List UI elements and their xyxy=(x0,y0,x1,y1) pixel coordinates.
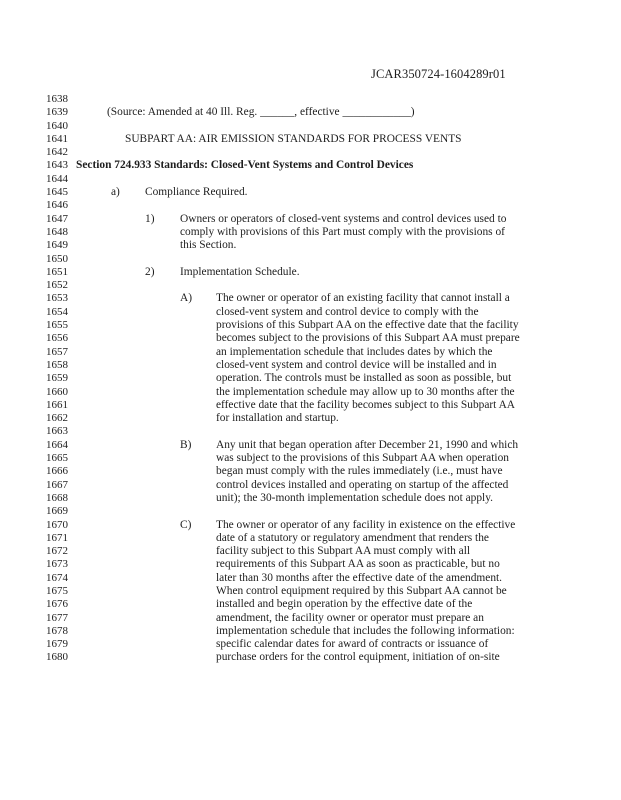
document-line xyxy=(0,399,621,412)
line-number: 1639 xyxy=(46,106,68,119)
document-line xyxy=(0,585,621,598)
document-line xyxy=(0,332,621,345)
document-line xyxy=(0,239,621,252)
line-number: 1654 xyxy=(46,305,68,318)
line-number: 1650 xyxy=(46,252,68,265)
line-number: 1640 xyxy=(46,119,68,132)
line-number: 1648 xyxy=(46,225,68,238)
subparagraph-text: implementation schedule that includes the following information: xyxy=(216,624,515,637)
document-line xyxy=(0,93,621,106)
subparagraph-text: facility subject to this Subpart AA must comply with all xyxy=(216,545,471,558)
subparagraph-text: control devices installed and operating on startup of the affected xyxy=(216,478,509,491)
document-line xyxy=(0,253,621,266)
document-line xyxy=(0,133,621,146)
line-number: 1670 xyxy=(46,518,68,531)
line-number: 1643 xyxy=(46,159,68,172)
line-number: 1674 xyxy=(46,571,68,584)
line-number: 1657 xyxy=(46,345,68,358)
line-number: 1644 xyxy=(46,172,68,185)
line-number: 1647 xyxy=(46,212,68,225)
subparagraph-text: date of a statutory or regulatory amendment that renders the xyxy=(216,531,489,544)
subparagraph-text: closed-vent system and control device to comply with the xyxy=(216,305,479,318)
document-line xyxy=(0,612,621,625)
paragraph-label: 2) xyxy=(145,265,155,278)
paragraph-title: Implementation Schedule. xyxy=(180,265,300,278)
line-number: 1656 xyxy=(46,332,68,345)
subparagraph-text: The owner or operator of any facility in existence on the effective xyxy=(216,518,516,531)
document-line xyxy=(0,638,621,651)
subsection-label: a) xyxy=(111,186,120,199)
subparagraph-text: Any unit that began operation after December 21, 1990 and which xyxy=(216,438,519,451)
line-number: 1661 xyxy=(46,398,68,411)
paragraph-label: 1) xyxy=(145,212,155,225)
subparagraph-label: B) xyxy=(180,438,192,451)
line-number: 1660 xyxy=(46,385,68,398)
document-line xyxy=(0,120,621,133)
line-number: 1679 xyxy=(46,638,68,651)
subparagraph-text: was subject to the provisions of this Subpart AA when operation xyxy=(216,452,509,465)
line-number: 1675 xyxy=(46,584,68,597)
subparagraph-text: for installation and startup. xyxy=(216,412,339,425)
document-line xyxy=(0,519,621,532)
document-line xyxy=(0,532,621,545)
subpart-title: SUBPART AA: AIR EMISSION STANDARDS FOR PROCESS VENTS xyxy=(125,132,462,145)
line-number: 1668 xyxy=(46,491,68,504)
source-note: (Source: Amended at 40 Ill. Reg. ______, effective ____________) xyxy=(107,106,415,119)
document-line xyxy=(0,439,621,452)
line-number: 1667 xyxy=(46,478,68,491)
line-number: 1659 xyxy=(46,372,68,385)
subparagraph-text: effective date that the facility becomes subject to this Subpart AA xyxy=(216,398,516,411)
subparagraph-text: purchase orders for the control equipment, initiation of on-site xyxy=(216,651,500,664)
document-line xyxy=(0,186,621,199)
line-number: 1663 xyxy=(46,425,68,438)
document-line xyxy=(0,319,621,332)
subparagraph-label: A) xyxy=(180,292,193,305)
line-number: 1680 xyxy=(46,651,68,664)
subparagraph-text: the implementation schedule may allow up to 30 months after the xyxy=(216,385,515,398)
document-line xyxy=(0,159,621,172)
line-number: 1677 xyxy=(46,611,68,624)
document-line xyxy=(0,625,621,638)
document-line xyxy=(0,226,621,239)
document-line xyxy=(0,292,621,305)
section-heading: Section 724.933 Standards: Closed-Vent Systems and Control Devices xyxy=(76,159,414,172)
paragraph-text: this Section. xyxy=(180,239,237,252)
document-line xyxy=(0,372,621,385)
document-line xyxy=(0,279,621,292)
line-number: 1651 xyxy=(46,265,68,278)
paragraph-text: comply with provisions of this Part must comply with the provisions of xyxy=(180,225,505,238)
document-line xyxy=(0,106,621,119)
line-number: 1641 xyxy=(46,132,68,145)
document-line xyxy=(0,213,621,226)
subparagraph-label: C) xyxy=(180,518,192,531)
subparagraph-text: operation. The controls must be installed as soon as possible, but xyxy=(216,372,512,385)
subparagraph-text: When control equipment required by this Subpart AA cannot be xyxy=(216,584,507,597)
subparagraph-text: The owner or operator of an existing facility that cannot install a xyxy=(216,292,510,305)
subparagraph-text: began must comply with the rules immediately (i.e., must have xyxy=(216,465,503,478)
line-number: 1653 xyxy=(46,292,68,305)
subparagraph-text: closed-vent system and control device will be installed and in xyxy=(216,358,497,371)
document-line xyxy=(0,346,621,359)
document-line xyxy=(0,465,621,478)
document-body xyxy=(0,93,621,665)
subparagraph-text: amendment, the facility owner or operator must prepare an xyxy=(216,611,484,624)
subparagraph-text: becomes subject to the provisions of this Subpart AA must prepare xyxy=(216,332,520,345)
subparagraph-text: later than 30 months after the effective date of the amendment. xyxy=(216,571,503,584)
document-line xyxy=(0,173,621,186)
document-line xyxy=(0,306,621,319)
document-line xyxy=(0,651,621,664)
line-number: 1678 xyxy=(46,624,68,637)
line-number: 1671 xyxy=(46,531,68,544)
document-line xyxy=(0,146,621,159)
line-number: 1676 xyxy=(46,598,68,611)
line-number: 1642 xyxy=(46,146,68,159)
document-line xyxy=(0,479,621,492)
document-line xyxy=(0,359,621,372)
line-number: 1646 xyxy=(46,199,68,212)
line-number: 1666 xyxy=(46,465,68,478)
document-line xyxy=(0,558,621,571)
document-line xyxy=(0,545,621,558)
subparagraph-text: requirements of this Subpart AA as soon as practicable, but no xyxy=(216,558,500,571)
line-number: 1672 xyxy=(46,545,68,558)
line-number: 1669 xyxy=(46,505,68,518)
subsection-title: Compliance Required. xyxy=(145,186,248,199)
subparagraph-text: installed and begin operation by the effective date of the xyxy=(216,598,473,611)
subparagraph-text: provisions of this Subpart AA on the effective date that the facility xyxy=(216,319,519,332)
document-line xyxy=(0,425,621,438)
document-line xyxy=(0,386,621,399)
document-line xyxy=(0,572,621,585)
document-line xyxy=(0,199,621,212)
line-number: 1662 xyxy=(46,412,68,425)
subparagraph-text: specific calendar dates for award of contracts or issuance of xyxy=(216,638,489,651)
subparagraph-text: unit); the 30-month implementation schedule does not apply. xyxy=(216,491,494,504)
document-line xyxy=(0,492,621,505)
line-number: 1655 xyxy=(46,319,68,332)
line-number: 1664 xyxy=(46,438,68,451)
line-number: 1673 xyxy=(46,558,68,571)
document-line xyxy=(0,598,621,611)
document-line xyxy=(0,412,621,425)
line-number: 1665 xyxy=(46,452,68,465)
line-number: 1649 xyxy=(46,239,68,252)
subparagraph-text: an implementation schedule that includes dates by which the xyxy=(216,345,493,358)
paragraph-text: Owners or operators of closed-vent systems and control devices used to xyxy=(180,212,507,225)
line-number: 1652 xyxy=(46,279,68,292)
document-line xyxy=(0,505,621,518)
document-line xyxy=(0,452,621,465)
line-number: 1638 xyxy=(46,93,68,105)
document-line xyxy=(0,266,621,279)
line-number: 1645 xyxy=(46,186,68,199)
document-id: JCAR350724-1604289r01 xyxy=(371,67,506,81)
line-number: 1658 xyxy=(46,358,68,371)
